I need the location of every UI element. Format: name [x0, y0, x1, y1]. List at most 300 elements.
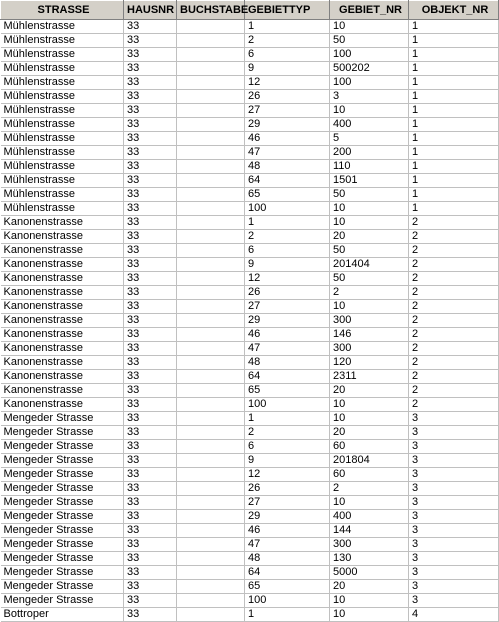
gebiet-nr-cell[interactable]: 10	[330, 496, 409, 510]
hausnr-cell[interactable]: 33	[124, 20, 177, 34]
hausnr-cell[interactable]: 33	[124, 188, 177, 202]
hausnr-cell[interactable]: 33	[124, 370, 177, 384]
table-row[interactable]	[1, 300, 499, 314]
gebiettyp-cell[interactable]: 29	[245, 510, 330, 524]
hausnr-cell[interactable]: 33	[124, 202, 177, 216]
gebiet-nr-cell[interactable]: 100	[330, 76, 409, 90]
table-row[interactable]	[1, 384, 499, 398]
gebiet-nr-cell[interactable]: 1501	[330, 174, 409, 188]
strasse-cell[interactable]: Mühlenstrasse	[1, 34, 124, 48]
objekt-nr-cell[interactable]: 4	[409, 608, 499, 622]
table-row[interactable]	[1, 160, 499, 174]
buchstabe-cell[interactable]	[177, 286, 245, 300]
buchstabe-cell[interactable]	[177, 384, 245, 398]
buchstabe-cell[interactable]	[177, 580, 245, 594]
gebiet-nr-cell[interactable]: 201404	[330, 258, 409, 272]
objekt-nr-cell[interactable]: 2	[409, 286, 499, 300]
gebiet-nr-cell[interactable]: 2	[330, 286, 409, 300]
strasse-cell[interactable]: Mengeder Strasse	[1, 426, 124, 440]
buchstabe-cell[interactable]	[177, 76, 245, 90]
table-row[interactable]	[1, 440, 499, 454]
hausnr-cell[interactable]: 33	[124, 426, 177, 440]
buchstabe-cell[interactable]	[177, 300, 245, 314]
table-row[interactable]	[1, 356, 499, 370]
table-row[interactable]	[1, 202, 499, 216]
strasse-cell[interactable]: Mengeder Strasse	[1, 566, 124, 580]
table-row[interactable]	[1, 538, 499, 552]
gebiettyp-cell[interactable]: 64	[245, 370, 330, 384]
table-row[interactable]	[1, 580, 499, 594]
hausnr-cell[interactable]: 33	[124, 90, 177, 104]
buchstabe-cell[interactable]	[177, 160, 245, 174]
hausnr-cell[interactable]: 33	[124, 454, 177, 468]
gebiettyp-cell[interactable]: 48	[245, 160, 330, 174]
objekt-nr-cell[interactable]: 1	[409, 20, 499, 34]
table-row[interactable]	[1, 510, 499, 524]
hausnr-cell[interactable]: 33	[124, 440, 177, 454]
objekt-nr-cell[interactable]: 3	[409, 510, 499, 524]
strasse-cell[interactable]: Kanonenstrasse	[1, 300, 124, 314]
gebiet-nr-cell[interactable]: 2311	[330, 370, 409, 384]
buchstabe-cell[interactable]	[177, 398, 245, 412]
buchstabe-cell[interactable]	[177, 48, 245, 62]
gebiettyp-cell[interactable]: 46	[245, 132, 330, 146]
table-row[interactable]	[1, 566, 499, 580]
objekt-nr-cell[interactable]: 2	[409, 300, 499, 314]
gebiettyp-cell[interactable]: 6	[245, 48, 330, 62]
buchstabe-cell[interactable]	[177, 20, 245, 34]
gebiettyp-cell[interactable]: 12	[245, 76, 330, 90]
table-row[interactable]	[1, 20, 499, 34]
strasse-cell[interactable]: Mengeder Strasse	[1, 496, 124, 510]
gebiet-nr-cell[interactable]: 201804	[330, 454, 409, 468]
buchstabe-cell[interactable]	[177, 174, 245, 188]
gebiet-nr-cell[interactable]: 3	[330, 90, 409, 104]
strasse-cell[interactable]: Mengeder Strasse	[1, 412, 124, 426]
strasse-cell[interactable]: Mühlenstrasse	[1, 48, 124, 62]
hausnr-cell[interactable]: 33	[124, 174, 177, 188]
objekt-nr-cell[interactable]: 3	[409, 594, 499, 608]
gebiettyp-cell[interactable]: 64	[245, 566, 330, 580]
buchstabe-cell[interactable]	[177, 118, 245, 132]
hausnr-cell[interactable]: 33	[124, 328, 177, 342]
buchstabe-cell[interactable]	[177, 132, 245, 146]
gebiettyp-cell[interactable]: 65	[245, 384, 330, 398]
gebiet-nr-cell[interactable]: 10	[330, 20, 409, 34]
gebiettyp-cell[interactable]: 27	[245, 496, 330, 510]
hausnr-cell[interactable]: 33	[124, 132, 177, 146]
table-row[interactable]	[1, 524, 499, 538]
strasse-cell[interactable]: Mühlenstrasse	[1, 174, 124, 188]
gebiettyp-cell[interactable]: 65	[245, 580, 330, 594]
objekt-nr-cell[interactable]: 1	[409, 202, 499, 216]
objekt-nr-cell[interactable]: 2	[409, 398, 499, 412]
gebiet-nr-cell[interactable]: 200	[330, 146, 409, 160]
objekt-nr-cell[interactable]: 2	[409, 384, 499, 398]
gebiettyp-cell[interactable]: 100	[245, 202, 330, 216]
gebiet-nr-cell[interactable]: 10	[330, 104, 409, 118]
gebiettyp-cell[interactable]: 12	[245, 272, 330, 286]
objekt-nr-cell[interactable]: 2	[409, 258, 499, 272]
hausnr-cell[interactable]: 33	[124, 272, 177, 286]
table-row[interactable]	[1, 370, 499, 384]
buchstabe-cell[interactable]	[177, 608, 245, 622]
objekt-nr-cell[interactable]: 2	[409, 370, 499, 384]
gebiettyp-cell[interactable]: 64	[245, 174, 330, 188]
gebiettyp-cell[interactable]: 1	[245, 412, 330, 426]
buchstabe-cell[interactable]	[177, 412, 245, 426]
gebiet-nr-cell[interactable]: 500202	[330, 62, 409, 76]
hausnr-cell[interactable]: 33	[124, 314, 177, 328]
gebiet-nr-cell[interactable]: 2	[330, 482, 409, 496]
objekt-nr-cell[interactable]: 3	[409, 552, 499, 566]
table-row[interactable]	[1, 62, 499, 76]
strasse-cell[interactable]: Mengeder Strasse	[1, 440, 124, 454]
table-row[interactable]	[1, 314, 499, 328]
buchstabe-cell[interactable]	[177, 454, 245, 468]
objekt-nr-cell[interactable]: 2	[409, 328, 499, 342]
hausnr-cell[interactable]: 33	[124, 552, 177, 566]
buchstabe-cell[interactable]	[177, 510, 245, 524]
hausnr-cell[interactable]: 33	[124, 258, 177, 272]
table-row[interactable]	[1, 258, 499, 272]
gebiet-nr-cell[interactable]: 10	[330, 608, 409, 622]
column-header-strasse[interactable]: STRASSE	[1, 1, 124, 20]
table-row[interactable]	[1, 594, 499, 608]
table-row[interactable]	[1, 398, 499, 412]
hausnr-cell[interactable]: 33	[124, 160, 177, 174]
strasse-cell[interactable]: Kanonenstrasse	[1, 356, 124, 370]
strasse-cell[interactable]: Mühlenstrasse	[1, 20, 124, 34]
gebiettyp-cell[interactable]: 1	[245, 216, 330, 230]
gebiet-nr-cell[interactable]: 10	[330, 412, 409, 426]
gebiet-nr-cell[interactable]: 20	[330, 426, 409, 440]
strasse-cell[interactable]: Mengeder Strasse	[1, 468, 124, 482]
gebiet-nr-cell[interactable]: 5000	[330, 566, 409, 580]
gebiettyp-cell[interactable]: 9	[245, 258, 330, 272]
objekt-nr-cell[interactable]: 3	[409, 580, 499, 594]
objekt-nr-cell[interactable]: 1	[409, 132, 499, 146]
gebiettyp-cell[interactable]: 1	[245, 608, 330, 622]
gebiet-nr-cell[interactable]: 10	[330, 594, 409, 608]
buchstabe-cell[interactable]	[177, 146, 245, 160]
gebiettyp-cell[interactable]: 26	[245, 482, 330, 496]
strasse-cell[interactable]: Mühlenstrasse	[1, 188, 124, 202]
gebiet-nr-cell[interactable]: 10	[330, 300, 409, 314]
table-row[interactable]	[1, 244, 499, 258]
gebiettyp-cell[interactable]: 48	[245, 552, 330, 566]
column-header-gebiet-nr[interactable]: GEBIET_NR	[330, 1, 409, 20]
strasse-cell[interactable]: Kanonenstrasse	[1, 286, 124, 300]
gebiettyp-cell[interactable]: 2	[245, 426, 330, 440]
table-row[interactable]	[1, 608, 499, 622]
hausnr-cell[interactable]: 33	[124, 468, 177, 482]
gebiet-nr-cell[interactable]: 300	[330, 314, 409, 328]
strasse-cell[interactable]: Mühlenstrasse	[1, 160, 124, 174]
strasse-cell[interactable]: Mengeder Strasse	[1, 454, 124, 468]
buchstabe-cell[interactable]	[177, 258, 245, 272]
gebiet-nr-cell[interactable]: 144	[330, 524, 409, 538]
gebiet-nr-cell[interactable]: 10	[330, 202, 409, 216]
table-row[interactable]	[1, 342, 499, 356]
strasse-cell[interactable]: Kanonenstrasse	[1, 328, 124, 342]
buchstabe-cell[interactable]	[177, 356, 245, 370]
gebiettyp-cell[interactable]: 1	[245, 20, 330, 34]
gebiet-nr-cell[interactable]: 50	[330, 188, 409, 202]
buchstabe-cell[interactable]	[177, 342, 245, 356]
buchstabe-cell[interactable]	[177, 202, 245, 216]
objekt-nr-cell[interactable]: 3	[409, 454, 499, 468]
buchstabe-cell[interactable]	[177, 34, 245, 48]
objekt-nr-cell[interactable]: 3	[409, 426, 499, 440]
gebiet-nr-cell[interactable]: 300	[330, 342, 409, 356]
hausnr-cell[interactable]: 33	[124, 62, 177, 76]
hausnr-cell[interactable]: 33	[124, 300, 177, 314]
buchstabe-cell[interactable]	[177, 230, 245, 244]
buchstabe-cell[interactable]	[177, 524, 245, 538]
hausnr-cell[interactable]: 33	[124, 398, 177, 412]
strasse-cell[interactable]: Kanonenstrasse	[1, 230, 124, 244]
gebiet-nr-cell[interactable]: 120	[330, 356, 409, 370]
gebiet-nr-cell[interactable]: 20	[330, 230, 409, 244]
gebiettyp-cell[interactable]: 46	[245, 328, 330, 342]
strasse-cell[interactable]: Mengeder Strasse	[1, 538, 124, 552]
strasse-cell[interactable]: Mengeder Strasse	[1, 594, 124, 608]
objekt-nr-cell[interactable]: 3	[409, 524, 499, 538]
objekt-nr-cell[interactable]: 1	[409, 76, 499, 90]
table-row[interactable]	[1, 146, 499, 160]
strasse-cell[interactable]: Mengeder Strasse	[1, 524, 124, 538]
strasse-cell[interactable]: Mühlenstrasse	[1, 76, 124, 90]
gebiettyp-cell[interactable]: 26	[245, 286, 330, 300]
strasse-cell[interactable]: Kanonenstrasse	[1, 258, 124, 272]
strasse-cell[interactable]: Mühlenstrasse	[1, 132, 124, 146]
table-row[interactable]	[1, 76, 499, 90]
strasse-cell[interactable]: Kanonenstrasse	[1, 342, 124, 356]
table-row[interactable]	[1, 468, 499, 482]
gebiet-nr-cell[interactable]: 20	[330, 580, 409, 594]
hausnr-cell[interactable]: 33	[124, 104, 177, 118]
buchstabe-cell[interactable]	[177, 62, 245, 76]
objekt-nr-cell[interactable]: 3	[409, 496, 499, 510]
buchstabe-cell[interactable]	[177, 188, 245, 202]
table-row[interactable]	[1, 496, 499, 510]
objekt-nr-cell[interactable]: 1	[409, 90, 499, 104]
objekt-nr-cell[interactable]: 1	[409, 188, 499, 202]
strasse-cell[interactable]: Kanonenstrasse	[1, 314, 124, 328]
column-header-gebiettyp[interactable]: GEBIETTYP	[245, 1, 330, 20]
column-header-hausnr[interactable]: HAUSNR	[124, 1, 177, 20]
buchstabe-cell[interactable]	[177, 482, 245, 496]
objekt-nr-cell[interactable]: 1	[409, 34, 499, 48]
objekt-nr-cell[interactable]: 3	[409, 538, 499, 552]
buchstabe-cell[interactable]	[177, 244, 245, 258]
strasse-cell[interactable]: Mühlenstrasse	[1, 62, 124, 76]
gebiettyp-cell[interactable]: 2	[245, 230, 330, 244]
buchstabe-cell[interactable]	[177, 496, 245, 510]
strasse-cell[interactable]: Mühlenstrasse	[1, 202, 124, 216]
buchstabe-cell[interactable]	[177, 468, 245, 482]
buchstabe-cell[interactable]	[177, 426, 245, 440]
table-row[interactable]	[1, 188, 499, 202]
strasse-cell[interactable]: Kanonenstrasse	[1, 398, 124, 412]
gebiettyp-cell[interactable]: 6	[245, 440, 330, 454]
gebiet-nr-cell[interactable]: 400	[330, 510, 409, 524]
strasse-cell[interactable]: Mühlenstrasse	[1, 118, 124, 132]
strasse-cell[interactable]: Mühlenstrasse	[1, 146, 124, 160]
buchstabe-cell[interactable]	[177, 272, 245, 286]
buchstabe-cell[interactable]	[177, 538, 245, 552]
objekt-nr-cell[interactable]: 1	[409, 48, 499, 62]
gebiettyp-cell[interactable]: 47	[245, 538, 330, 552]
hausnr-cell[interactable]: 33	[124, 118, 177, 132]
gebiettyp-cell[interactable]: 46	[245, 524, 330, 538]
gebiettyp-cell[interactable]: 26	[245, 90, 330, 104]
hausnr-cell[interactable]: 33	[124, 566, 177, 580]
objekt-nr-cell[interactable]: 3	[409, 482, 499, 496]
objekt-nr-cell[interactable]: 1	[409, 118, 499, 132]
gebiet-nr-cell[interactable]: 400	[330, 118, 409, 132]
hausnr-cell[interactable]: 33	[124, 594, 177, 608]
hausnr-cell[interactable]: 33	[124, 384, 177, 398]
objekt-nr-cell[interactable]: 2	[409, 216, 499, 230]
hausnr-cell[interactable]: 33	[124, 482, 177, 496]
objekt-nr-cell[interactable]: 2	[409, 314, 499, 328]
gebiettyp-cell[interactable]: 6	[245, 244, 330, 258]
hausnr-cell[interactable]: 33	[124, 524, 177, 538]
gebiet-nr-cell[interactable]: 10	[330, 216, 409, 230]
hausnr-cell[interactable]: 33	[124, 76, 177, 90]
hausnr-cell[interactable]: 33	[124, 244, 177, 258]
gebiet-nr-cell[interactable]: 50	[330, 244, 409, 258]
hausnr-cell[interactable]: 33	[124, 608, 177, 622]
strasse-cell[interactable]: Kanonenstrasse	[1, 216, 124, 230]
table-row[interactable]	[1, 48, 499, 62]
table-row[interactable]	[1, 34, 499, 48]
column-header-objekt-nr[interactable]: OBJEKT_NR	[409, 1, 499, 20]
objekt-nr-cell[interactable]: 3	[409, 440, 499, 454]
objekt-nr-cell[interactable]: 1	[409, 62, 499, 76]
strasse-cell[interactable]: Kanonenstrasse	[1, 244, 124, 258]
buchstabe-cell[interactable]	[177, 440, 245, 454]
gebiettyp-cell[interactable]: 100	[245, 398, 330, 412]
hausnr-cell[interactable]: 33	[124, 230, 177, 244]
hausnr-cell[interactable]: 33	[124, 356, 177, 370]
hausnr-cell[interactable]: 33	[124, 580, 177, 594]
buchstabe-cell[interactable]	[177, 90, 245, 104]
strasse-cell[interactable]: Mengeder Strasse	[1, 552, 124, 566]
gebiettyp-cell[interactable]: 9	[245, 62, 330, 76]
strasse-cell[interactable]: Mengeder Strasse	[1, 510, 124, 524]
objekt-nr-cell[interactable]: 2	[409, 244, 499, 258]
table-row[interactable]	[1, 328, 499, 342]
hausnr-cell[interactable]: 33	[124, 286, 177, 300]
gebiettyp-cell[interactable]: 48	[245, 356, 330, 370]
table-row[interactable]	[1, 552, 499, 566]
objekt-nr-cell[interactable]: 2	[409, 356, 499, 370]
strasse-cell[interactable]: Mühlenstrasse	[1, 104, 124, 118]
gebiet-nr-cell[interactable]: 146	[330, 328, 409, 342]
gebiettyp-cell[interactable]: 27	[245, 104, 330, 118]
hausnr-cell[interactable]: 33	[124, 412, 177, 426]
hausnr-cell[interactable]: 33	[124, 538, 177, 552]
strasse-cell[interactable]: Kanonenstrasse	[1, 370, 124, 384]
gebiettyp-cell[interactable]: 29	[245, 314, 330, 328]
objekt-nr-cell[interactable]: 3	[409, 566, 499, 580]
gebiettyp-cell[interactable]: 65	[245, 188, 330, 202]
objekt-nr-cell[interactable]: 3	[409, 412, 499, 426]
objekt-nr-cell[interactable]: 1	[409, 160, 499, 174]
objekt-nr-cell[interactable]: 2	[409, 230, 499, 244]
table-row[interactable]	[1, 132, 499, 146]
gebiettyp-cell[interactable]: 47	[245, 146, 330, 160]
table-row[interactable]	[1, 90, 499, 104]
buchstabe-cell[interactable]	[177, 104, 245, 118]
buchstabe-cell[interactable]	[177, 370, 245, 384]
hausnr-cell[interactable]: 33	[124, 48, 177, 62]
gebiet-nr-cell[interactable]: 50	[330, 272, 409, 286]
gebiettyp-cell[interactable]: 2	[245, 34, 330, 48]
table-row[interactable]	[1, 230, 499, 244]
strasse-cell[interactable]: Mengeder Strasse	[1, 482, 124, 496]
gebiet-nr-cell[interactable]: 10	[330, 398, 409, 412]
table-row[interactable]	[1, 272, 499, 286]
table-row[interactable]	[1, 216, 499, 230]
strasse-cell[interactable]: Mühlenstrasse	[1, 90, 124, 104]
table-row[interactable]	[1, 426, 499, 440]
gebiet-nr-cell[interactable]: 50	[330, 34, 409, 48]
objekt-nr-cell[interactable]: 3	[409, 468, 499, 482]
hausnr-cell[interactable]: 33	[124, 342, 177, 356]
column-header-buchstabe[interactable]: BUCHSTABE	[177, 1, 245, 20]
gebiettyp-cell[interactable]: 29	[245, 118, 330, 132]
table-row[interactable]	[1, 286, 499, 300]
strasse-cell[interactable]: Mengeder Strasse	[1, 580, 124, 594]
gebiettyp-cell[interactable]: 47	[245, 342, 330, 356]
strasse-cell[interactable]: Kanonenstrasse	[1, 272, 124, 286]
buchstabe-cell[interactable]	[177, 566, 245, 580]
objekt-nr-cell[interactable]: 1	[409, 104, 499, 118]
gebiet-nr-cell[interactable]: 110	[330, 160, 409, 174]
buchstabe-cell[interactable]	[177, 552, 245, 566]
gebiet-nr-cell[interactable]: 130	[330, 552, 409, 566]
gebiet-nr-cell[interactable]: 5	[330, 132, 409, 146]
gebiet-nr-cell[interactable]: 60	[330, 468, 409, 482]
gebiettyp-cell[interactable]: 9	[245, 454, 330, 468]
gebiettyp-cell[interactable]: 27	[245, 300, 330, 314]
gebiet-nr-cell[interactable]: 100	[330, 48, 409, 62]
hausnr-cell[interactable]: 33	[124, 146, 177, 160]
buchstabe-cell[interactable]	[177, 216, 245, 230]
table-row[interactable]	[1, 104, 499, 118]
buchstabe-cell[interactable]	[177, 314, 245, 328]
strasse-cell[interactable]: Kanonenstrasse	[1, 384, 124, 398]
table-row[interactable]	[1, 412, 499, 426]
buchstabe-cell[interactable]	[177, 594, 245, 608]
objekt-nr-cell[interactable]: 2	[409, 342, 499, 356]
gebiettyp-cell[interactable]: 100	[245, 594, 330, 608]
buchstabe-cell[interactable]	[177, 328, 245, 342]
objekt-nr-cell[interactable]: 1	[409, 146, 499, 160]
gebiettyp-cell[interactable]: 12	[245, 468, 330, 482]
table-row[interactable]	[1, 482, 499, 496]
gebiet-nr-cell[interactable]: 20	[330, 384, 409, 398]
table-row[interactable]	[1, 454, 499, 468]
gebiet-nr-cell[interactable]: 300	[330, 538, 409, 552]
hausnr-cell[interactable]: 33	[124, 496, 177, 510]
hausnr-cell[interactable]: 33	[124, 216, 177, 230]
table-row[interactable]	[1, 118, 499, 132]
